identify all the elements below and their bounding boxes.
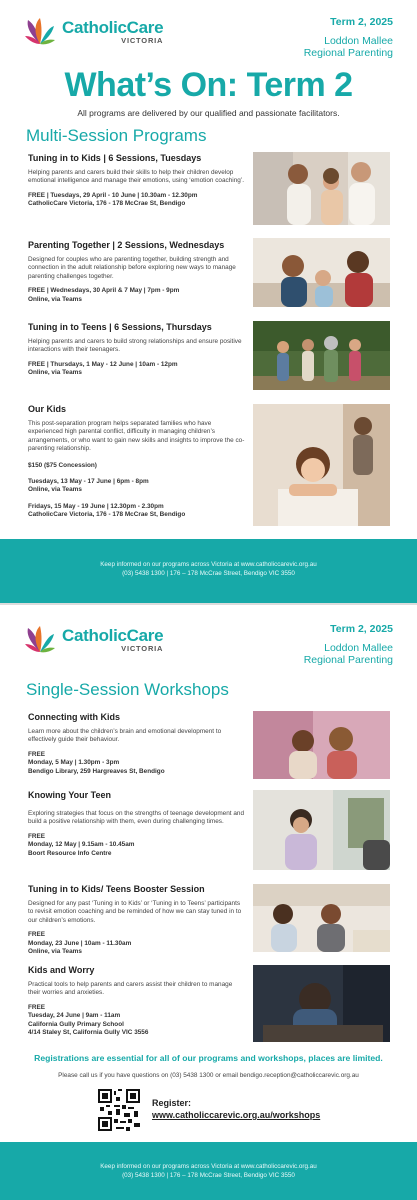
workshop-price: FREE xyxy=(28,931,46,939)
program-schedule-day: Fridays, 15 May - 19 June | 12.30pm - 2.30pm xyxy=(28,502,164,510)
program-location-bendigo: CatholicCare Victoria, 176 - 178 McCrae St, Bendigo xyxy=(28,511,186,519)
program-description: Helping parents and carers to build strong relationships and ensure positive interactions with their teenagers. xyxy=(28,338,242,354)
program-price: $150 ($75 Concession) xyxy=(28,461,97,469)
photo-family-outdoors xyxy=(253,321,390,390)
program-location: CatholicCare Victoria, 176 - 178 McCrae St, Bendigo xyxy=(28,200,186,208)
region-line-2: Regional Parenting xyxy=(303,47,393,59)
program-title: Parenting Together | 2 Sessions, Wednesdays xyxy=(28,240,225,250)
page-divider xyxy=(0,603,417,605)
photo-parent-teen-talk xyxy=(253,884,390,952)
workshop-price: FREE xyxy=(28,832,46,840)
photo-family-reading xyxy=(253,152,390,225)
photo-mother-and-daughter xyxy=(253,711,390,779)
workshop-price: FREE xyxy=(28,1003,46,1011)
program-schedule: FREE | Thursdays, 1 May - 12 June | 10am - 12pm xyxy=(28,360,178,368)
section-heading-multi-session: Multi-Session Programs xyxy=(26,126,207,145)
logo-subtitle: VICTORIA xyxy=(121,644,164,654)
footer-page-1 xyxy=(0,539,417,603)
region-line-1: Loddon Mallee xyxy=(324,642,393,654)
program-description: This post-separation program helps separated families who have experienced high parental conflict, difficulty in managing children’s arrangements, or who want to gain new skills and insights to improve the co-parenting relationship. xyxy=(28,420,245,453)
catholiccare-logo xyxy=(22,14,163,50)
logo-name: CatholicCare xyxy=(62,18,164,38)
workshop-location: Online, via Teams xyxy=(28,948,82,956)
workshop-location: Boort Resource Info Centre xyxy=(28,849,112,857)
program-description: Helping parents and carers build their skills to help their children develop emotional intelligence and manage their emotions, using ‘emotion coaching’. xyxy=(28,169,244,185)
register-label: Register: xyxy=(152,1098,192,1108)
term-block xyxy=(304,16,393,59)
workshop-title: Tuning in to Kids/ Teens Booster Session xyxy=(28,884,205,894)
photo-teen-with-counsellor xyxy=(253,790,390,870)
section-heading-single-session: Single-Session Workshops xyxy=(26,680,229,699)
program-title: Our Kids xyxy=(28,404,67,414)
program-schedule: FREE | Tuesdays, 29 April - 10 June | 10.30am - 12.30pm xyxy=(28,191,198,199)
region-line-2: Regional Parenting xyxy=(303,654,393,666)
workshop-price: FREE xyxy=(28,750,46,758)
footer-page-2 xyxy=(0,1142,417,1200)
logo-name: CatholicCare xyxy=(62,626,164,646)
butterfly-logo-icon xyxy=(22,14,58,50)
register-link[interactable]: www.catholiccarevic.org.au/workshops xyxy=(152,1110,321,1120)
workshop-connecting-with-kids xyxy=(28,712,246,776)
workshop-title: Connecting with Kids xyxy=(28,712,120,722)
program-title: Tuning in to Kids | 6 Sessions, Tuesdays xyxy=(28,153,202,163)
program-location: Online, via Teams xyxy=(28,295,82,303)
registration-contact: Please call us if you have questions on (03) 5438 1300 or email bendigo.reception@catholiccarevic.org.au xyxy=(58,1072,359,1079)
qr-code-icon[interactable] xyxy=(98,1089,140,1131)
catholiccare-logo-2 xyxy=(22,622,163,658)
region-line-1: Loddon Mallee xyxy=(324,35,393,47)
term-block-2 xyxy=(304,623,393,666)
page-title: What’s On: Term 2 xyxy=(64,66,353,104)
footer-line-2: (03) 5438 1300 | 176 – 178 McCrae Street, Bendigo VIC 3550 xyxy=(122,570,295,577)
workshop-address: 4/14 Staley St, California Gully VIC 3556 xyxy=(28,1029,149,1037)
program-location-online: Online, via Teams xyxy=(28,486,82,494)
intro-text: All programs are delivered by our qualified and passionate facilitators. xyxy=(77,108,340,118)
program-tuning-in-to-teens xyxy=(28,322,246,378)
workshop-location: Bendigo Library, 259 Hargreaves St, Bendigo xyxy=(28,767,165,775)
workshop-title: Knowing Your Teen xyxy=(28,790,111,800)
workshop-description: Designed for any past ‘Tuning in to Kids’ or ‘Tuning in to Teens’ participants to revisit emotion coaching and be reminded of how we can stay tuned in to our children’s emotions. xyxy=(28,900,242,924)
program-our-kids xyxy=(28,404,246,520)
photo-parents-with-child xyxy=(253,238,390,307)
program-tuning-in-to-kids xyxy=(28,153,246,209)
workshop-schedule: Monday, 23 June | 10am - 11.30am xyxy=(28,939,132,947)
workshop-knowing-your-teen xyxy=(28,790,246,858)
program-location: Online, via Teams xyxy=(28,369,82,377)
workshop-title: Kids and Worry xyxy=(28,965,95,975)
program-schedule: FREE | Wednesdays, 30 April & 7 May | 7pm - 9pm xyxy=(28,287,180,295)
term-label: Term 2, 2025 xyxy=(330,16,393,28)
term-label: Term 2, 2025 xyxy=(330,623,393,635)
footer-line-2: (03) 5438 1300 | 176 – 178 McCrae Street, Bendigo VIC 3550 xyxy=(122,1172,295,1179)
program-parenting-together xyxy=(28,240,246,304)
photo-worried-child xyxy=(253,965,390,1042)
program-title: Tuning in to Teens | 6 Sessions, Thursdays xyxy=(28,322,212,332)
workshop-schedule: Monday, 12 May | 9.15am - 10.45am xyxy=(28,841,135,849)
workshop-kids-and-worry xyxy=(28,965,246,1037)
logo-subtitle: VICTORIA xyxy=(121,36,164,46)
program-description: Designed for couples who are parenting together, building strength and connection in the adult relationship before exploring new ways to manage parenting challenges together. xyxy=(28,256,236,280)
workshop-schedule: Monday, 5 May | 1.30pm - 3pm xyxy=(28,759,120,767)
workshop-venue: California Gully Primary School xyxy=(28,1020,124,1028)
workshop-booster-session xyxy=(28,884,246,956)
workshop-description: Learn more about the children’s brain and emotional development to effectively guide their behaviour. xyxy=(28,728,222,744)
photo-sad-child xyxy=(253,404,390,526)
program-schedule-evening: Tuesdays, 13 May - 17 June | 6pm - 8pm xyxy=(28,478,149,486)
footer-line-1: Keep informed on our programs across Victoria at www.catholiccarevic.org.au xyxy=(100,1163,317,1170)
butterfly-logo-icon xyxy=(22,622,58,658)
footer-line-1: Keep informed on our programs across Victoria at www.catholiccarevic.org.au xyxy=(100,561,317,568)
workshop-schedule: Tuesday, 24 June | 9am - 11am xyxy=(28,1012,121,1020)
workshop-description: Exploring strategies that focus on the strengths of teenage development and build a positive relationship with them, even during challenging times. xyxy=(28,810,245,826)
workshop-description: Practical tools to help parents and carers assist their children to manage their worries and anxieties. xyxy=(28,981,233,997)
registration-heading: Registrations are essential for all of our programs and workshops, places are limited. xyxy=(34,1053,383,1063)
